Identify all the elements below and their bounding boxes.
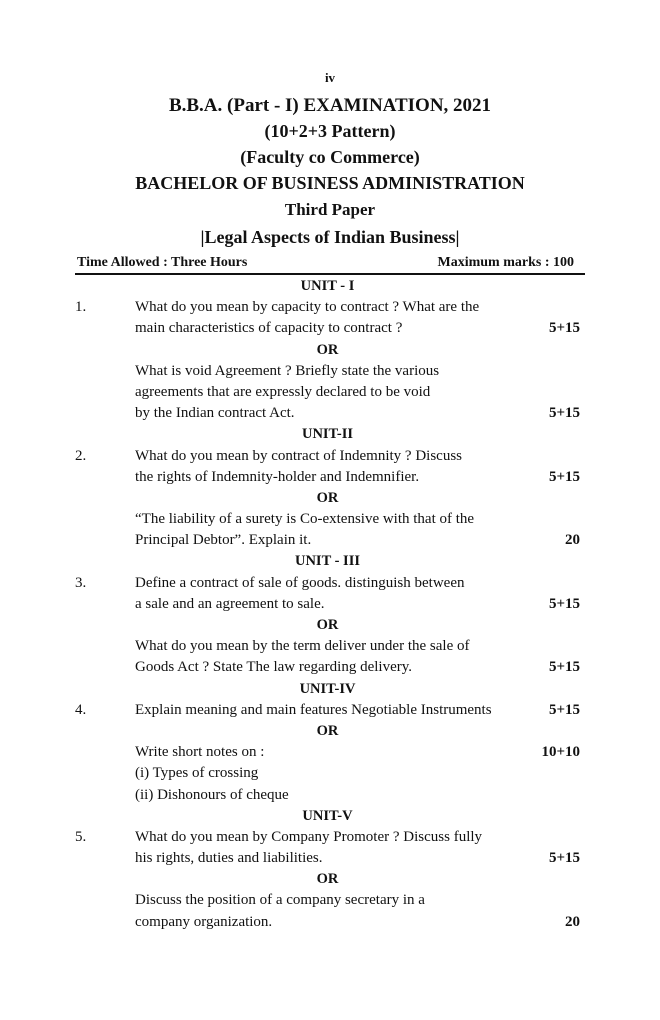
question-text: Define a contract of sale of goods. distinguish between — [135, 574, 465, 591]
question-line — [75, 467, 580, 488]
question-marks: 5+15 — [548, 850, 580, 867]
question-number: 4. — [75, 701, 87, 718]
question-marks: 5+15 — [548, 468, 580, 485]
question-line — [75, 382, 580, 403]
question-marks: 5+15 — [548, 659, 580, 676]
or-separator: OR — [316, 722, 339, 739]
question-line — [75, 594, 580, 615]
question-line — [75, 912, 580, 933]
page-number: iv — [324, 70, 336, 85]
question-text: Goods Act ? State The law regarding delivery. — [135, 659, 413, 676]
question-text: What do you mean by the term deliver under the sale of — [135, 638, 470, 655]
time-allowed: Time Allowed : Three Hours — [77, 255, 248, 270]
question-text: What do you mean by capacity to contract ? What are the — [135, 299, 480, 316]
paper: Third Paper — [284, 200, 376, 219]
unit-heading: UNIT-V — [302, 807, 353, 824]
question-text: Write short notes on : — [135, 744, 265, 761]
question-line — [75, 297, 580, 318]
question-marks: 5+15 — [548, 320, 580, 337]
unit-heading: UNIT - I — [300, 278, 355, 294]
faculty: (Faculty co Commerce) — [240, 147, 420, 167]
or-separator: OR — [316, 341, 339, 358]
question-number: 1. — [75, 299, 87, 316]
question-number: 3. — [75, 574, 87, 591]
question-line — [75, 785, 580, 806]
question-line — [75, 361, 580, 382]
question-number: 5. — [75, 828, 87, 845]
degree: BACHELOR OF BUSINESS ADMINISTRATION — [135, 173, 525, 193]
questions — [75, 276, 580, 933]
question-text: by the Indian contract Act. — [135, 405, 295, 422]
question-text: What is void Agreement ? Briefly state the various — [135, 362, 440, 379]
question-text: Principal Debtor”. Explain it. — [135, 532, 312, 549]
question-line — [75, 763, 580, 784]
question-line — [75, 700, 580, 721]
question-number: 2. — [75, 447, 87, 464]
question-text: (i) Types of crossing — [135, 765, 259, 782]
question-line — [75, 318, 580, 339]
or-separator: OR — [316, 871, 339, 888]
question-line — [75, 742, 580, 763]
question-marks: 5+15 — [548, 405, 580, 422]
question-line — [75, 446, 580, 467]
question-line — [75, 530, 580, 551]
question-text: agreements that are expressly declared to be void — [135, 383, 431, 400]
header-divider — [75, 273, 585, 275]
question-text: What do you mean by contract of Indemnity ? Discuss — [135, 447, 462, 464]
question-text: “The liability of a surety is Co-extensive with that of the — [135, 511, 475, 528]
question-text: What do you mean by Company Promoter ? Discuss fully — [135, 828, 483, 845]
unit-heading: UNIT-IV — [299, 680, 356, 697]
question-marks: 20 — [565, 913, 580, 930]
or-separator: OR — [316, 617, 339, 633]
subject: |Legal Aspects of Indian Business| — [200, 227, 460, 247]
question-marks: 5+15 — [548, 595, 580, 612]
question-line — [75, 890, 580, 911]
question-line — [75, 573, 580, 594]
question-line — [75, 848, 580, 869]
question-text: Discuss the position of a company secretary in a — [135, 892, 425, 909]
question-marks: 10+10 — [541, 744, 580, 761]
pattern: (10+2+3 Pattern) — [264, 121, 396, 141]
or-separator: OR — [316, 489, 339, 506]
question-text: the rights of Indemnity-holder and Indemnifier. — [135, 468, 420, 485]
question-text: a sale and an agreement to sale. — [135, 595, 325, 612]
question-line — [75, 657, 580, 678]
question-line — [75, 636, 580, 657]
maximum-marks: Maximum marks : 100 — [437, 255, 574, 270]
question-text: his rights, duties and liabilities. — [135, 850, 323, 867]
unit-heading: UNIT-II — [301, 426, 354, 443]
unit-heading: UNIT - III — [294, 553, 360, 570]
exam-title: B.B.A. (Part - I) EXAMINATION, 2021 — [168, 95, 492, 116]
question-text: company organization. — [135, 913, 273, 930]
question-marks: 5+15 — [548, 701, 580, 718]
question-marks: 20 — [565, 532, 580, 549]
question-text: Explain meaning and main features Negotiable Instruments — [135, 701, 492, 718]
question-line — [75, 509, 580, 530]
question-text: (ii) Dishonours of cheque — [135, 786, 289, 803]
question-line — [75, 403, 580, 424]
question-text: main characteristics of capacity to contract ? — [135, 320, 403, 337]
question-line — [75, 827, 580, 848]
